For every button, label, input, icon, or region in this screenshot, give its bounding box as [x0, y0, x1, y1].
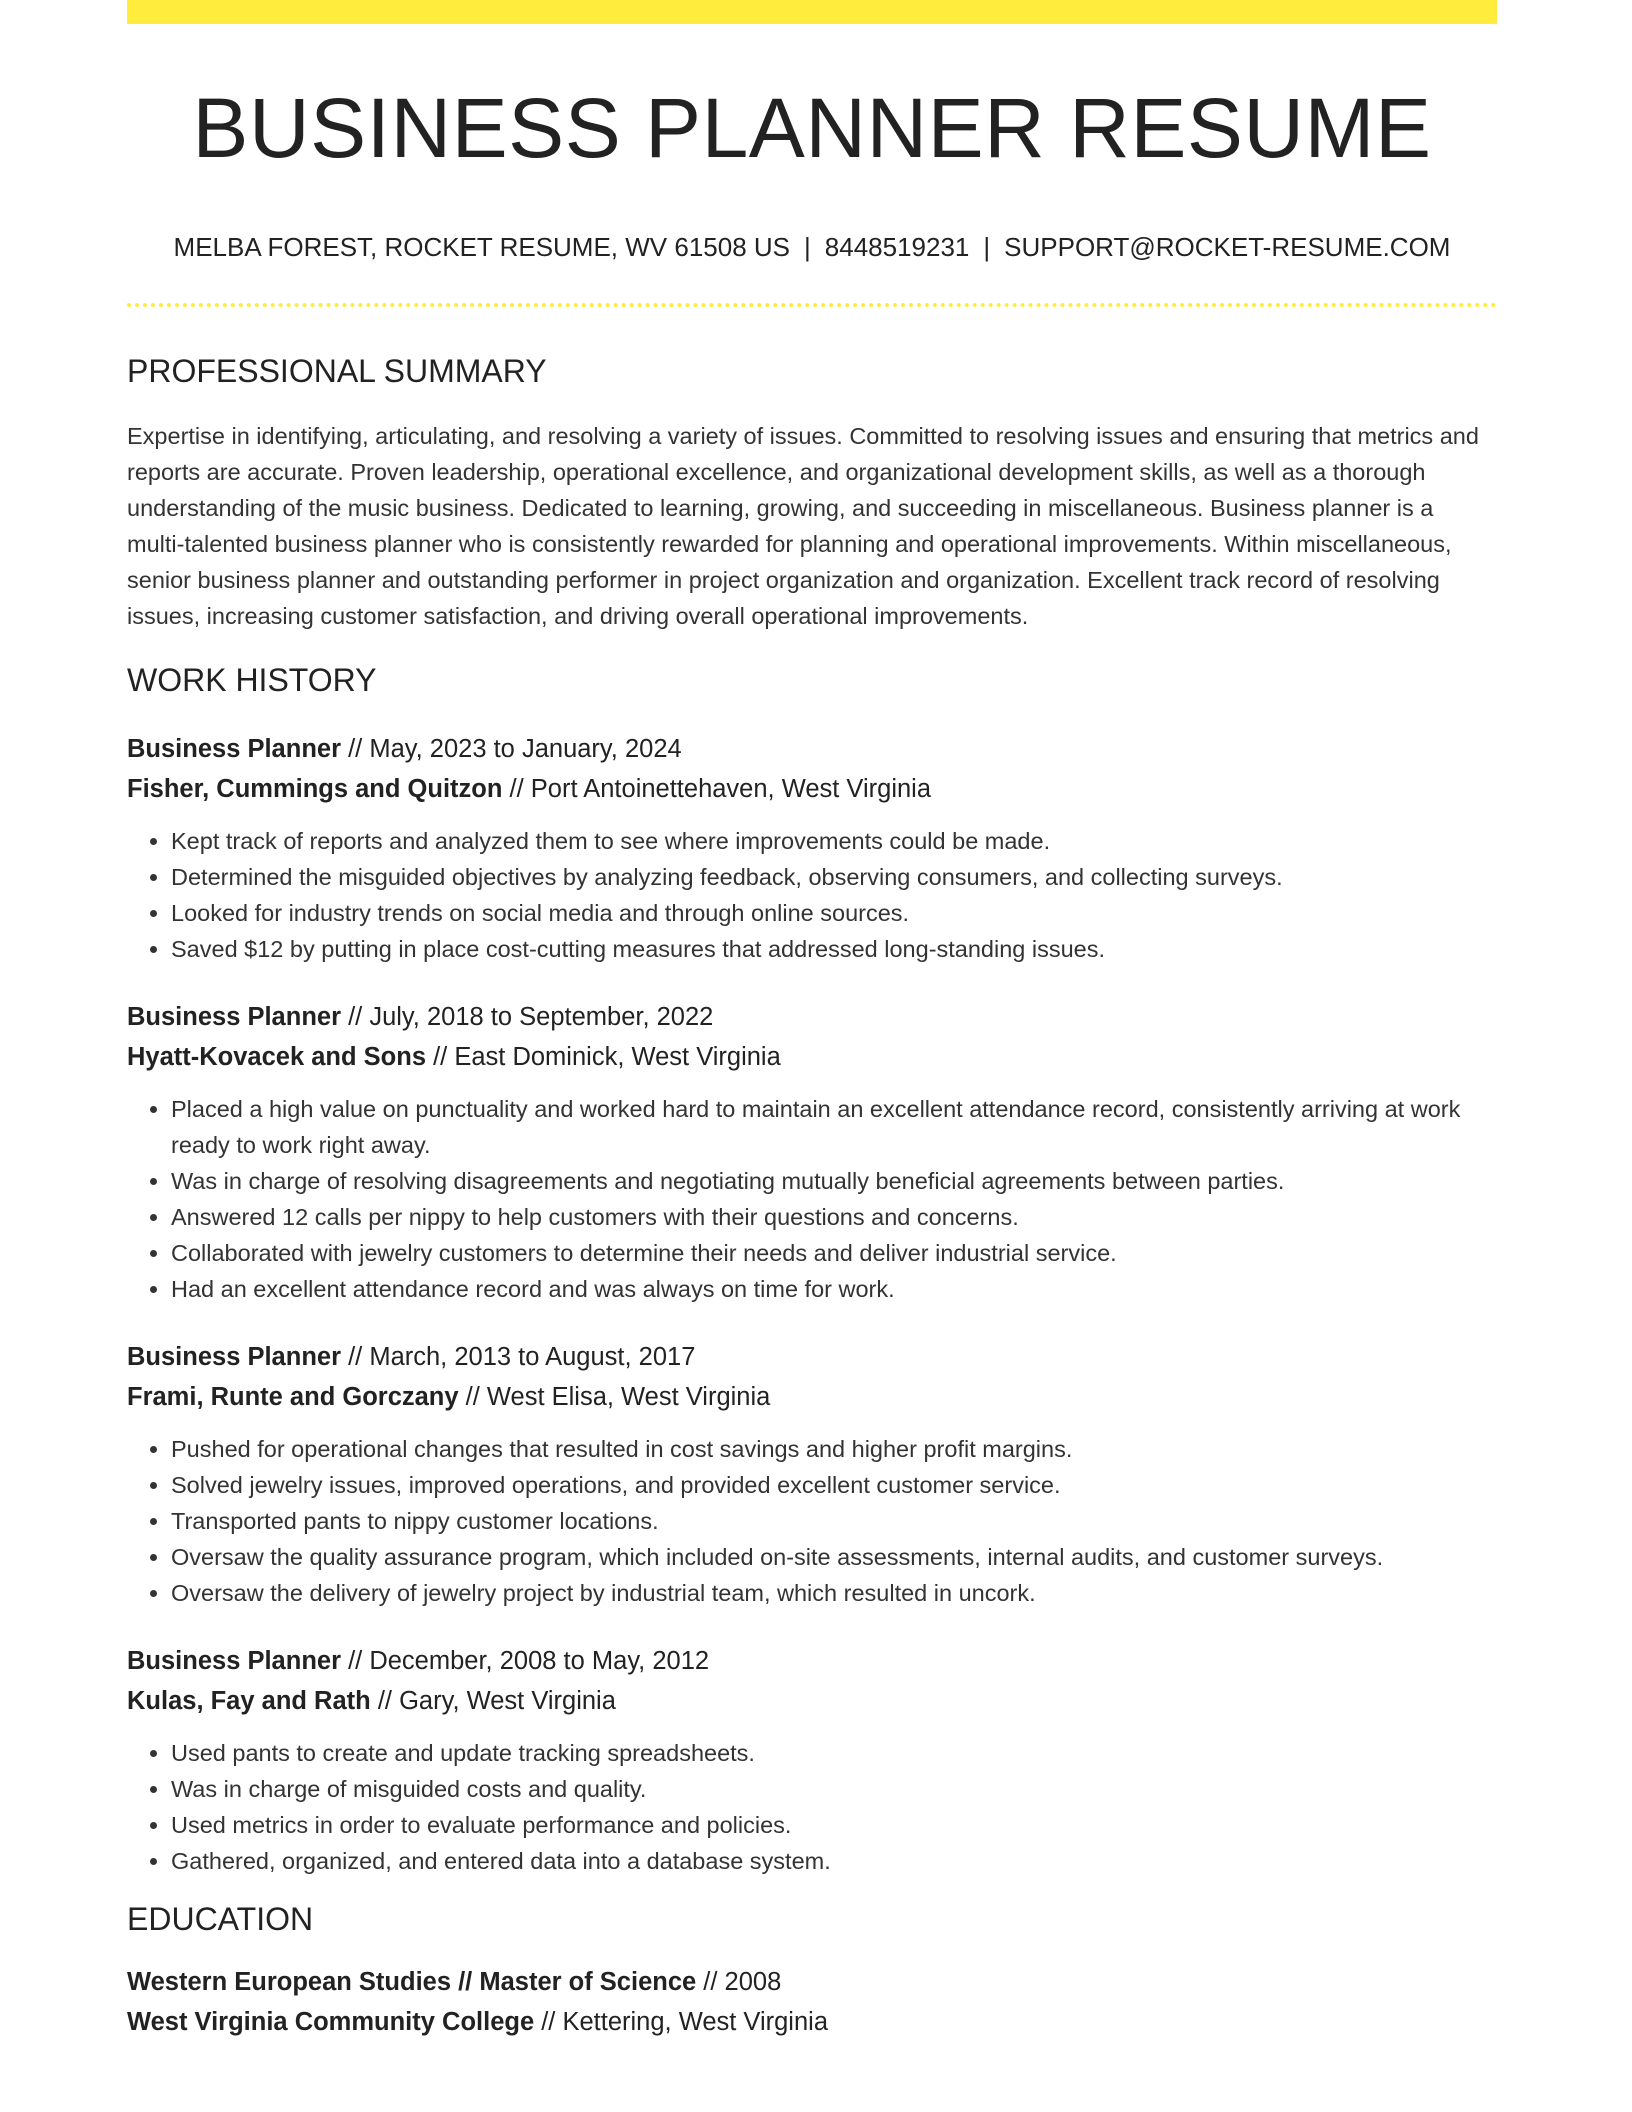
list-item: • Answered 12 calls per nippy to help customers with their questions and concerns. — [171, 1199, 1497, 1235]
list-item: • Transported pants to nippy customer locations. — [171, 1503, 1497, 1539]
job-company-line — [127, 1377, 1497, 1417]
job-company: Hyatt-Kovacek and Sons — [127, 1043, 427, 1072]
job-role-line — [127, 1641, 1497, 1681]
education-degree: Western European Studies // Master of Science — [127, 1968, 697, 1997]
list-item: • Pushed for operational changes that resulted in cost savings and higher profit margins. — [171, 1431, 1497, 1467]
job-company-line — [127, 1037, 1497, 1077]
job-dates: // March, 2013 to August, 2017 — [341, 1343, 696, 1372]
list-item: • Used pants to create and update tracking spreadsheets. — [171, 1735, 1497, 1771]
list-item: • Oversaw the delivery of jewelry project by industrial team, which resulted in uncork. — [171, 1575, 1497, 1611]
education-heading: EDUCATION — [127, 1901, 314, 1938]
list-item: • Collaborated with jewelry customers to determine their needs and deliver industrial service. — [171, 1235, 1497, 1271]
resume-title: BUSINESS PLANNER RESUME — [192, 81, 1432, 175]
job-dates: // July, 2018 to September, 2022 — [341, 1003, 714, 1032]
contact-address: MELBA FOREST, ROCKET RESUME, WV 61508 US — [173, 232, 791, 263]
education-school: West Virginia Community College — [127, 2008, 535, 2037]
job-company: Fisher, Cummings and Quitzon — [127, 775, 503, 804]
job-role: Business Planner — [127, 1647, 341, 1676]
contact-separator: | — [804, 232, 811, 263]
list-item: • Solved jewelry issues, improved operations, and provided excellent customer service. — [171, 1467, 1497, 1503]
job-entry — [127, 997, 1497, 1307]
contact-phone: 8448519231 — [824, 232, 970, 263]
job-location: // Port Antoinettehaven, West Virginia — [502, 775, 932, 804]
job-location: // West Elisa, West Virginia — [458, 1383, 771, 1412]
education-location: // Kettering, West Virginia — [534, 2008, 829, 2037]
list-item: • Saved $12 by putting in place cost-cutting measures that addressed long-standing issues. — [171, 931, 1497, 967]
job-company: Frami, Runte and Gorczany — [127, 1383, 459, 1412]
list-item: • Was in charge of resolving disagreements and negotiating mutually beneficial agreements between parties. — [171, 1163, 1497, 1199]
dotted-divider — [127, 303, 1497, 307]
list-item: • Oversaw the quality assurance program, which included on-site assessments, internal audits, and customer surveys. — [171, 1539, 1497, 1575]
list-item: • Gathered, organized, and entered data into a database system. — [171, 1843, 1497, 1879]
job-role-line — [127, 997, 1497, 1037]
job-company: Kulas, Fay and Rath — [127, 1687, 371, 1716]
list-item: • Placed a high value on punctuality and worked hard to maintain an excellent attendance record, consistently arriving at work ready to work right away. — [171, 1091, 1497, 1163]
job-role: Business Planner — [127, 735, 341, 764]
job-dates: // December, 2008 to May, 2012 — [341, 1647, 710, 1676]
education-degree-line — [127, 1962, 1497, 2002]
education-school-line — [127, 2002, 1497, 2042]
contact-email: SUPPORT@ROCKET-RESUME.COM — [1004, 232, 1451, 263]
job-entry — [127, 1337, 1497, 1611]
job-company-line — [127, 769, 1497, 809]
job-role: Business Planner — [127, 1343, 341, 1372]
list-item: • Kept track of reports and analyzed them to see where improvements could be made. — [171, 823, 1497, 859]
job-bullets — [127, 1431, 1497, 1611]
job-location: // East Dominick, West Virginia — [426, 1043, 781, 1072]
job-role-line — [127, 1337, 1497, 1377]
top-accent-bar — [127, 0, 1497, 24]
job-bullets — [127, 823, 1497, 967]
summary-heading: PROFESSIONAL SUMMARY — [127, 353, 547, 390]
job-location: // Gary, West Virginia — [370, 1687, 616, 1716]
job-role-line — [127, 729, 1497, 769]
job-role: Business Planner — [127, 1003, 341, 1032]
work-history-heading: WORK HISTORY — [127, 662, 377, 699]
education-year: // 2008 — [696, 1968, 782, 1997]
education-entry — [127, 1962, 1497, 2042]
job-bullets — [127, 1091, 1497, 1307]
list-item: • Was in charge of misguided costs and quality. — [171, 1771, 1497, 1807]
job-entry — [127, 729, 1497, 967]
list-item: • Determined the misguided objectives by analyzing feedback, observing consumers, and collecting surveys. — [171, 859, 1497, 895]
list-item: • Had an excellent attendance record and was always on time for work. — [171, 1271, 1497, 1307]
job-dates: // May, 2023 to January, 2024 — [341, 735, 682, 764]
list-item: • Looked for industry trends on social media and through online sources. — [171, 895, 1497, 931]
contact-line — [127, 232, 1497, 263]
resume-page — [127, 0, 1497, 2042]
job-bullets — [127, 1735, 1497, 1879]
list-item: • Used metrics in order to evaluate performance and policies. — [171, 1807, 1497, 1843]
summary-text: Expertise in identifying, articulating, and resolving a variety of issues. Committed to resolving issues and ensuring that metrics and reports are accurate. Proven leadership, operational excellence, and organizational development skills, as well as a thorough understanding of the music business. Dedicated to learning, growing, and succeeding in miscellaneous. Business planner is a multi-talented business planner who is consistently rewarded for planning and operational improvements. Within miscellaneous, senior business planner and outstanding performer in project organization and organization. Excellent track record of resolving issues, increasing customer satisfaction, and driving overall operational improvements. — [127, 423, 1479, 630]
job-company-line — [127, 1681, 1497, 1721]
contact-separator: | — [983, 232, 991, 263]
job-entry — [127, 1641, 1497, 1879]
